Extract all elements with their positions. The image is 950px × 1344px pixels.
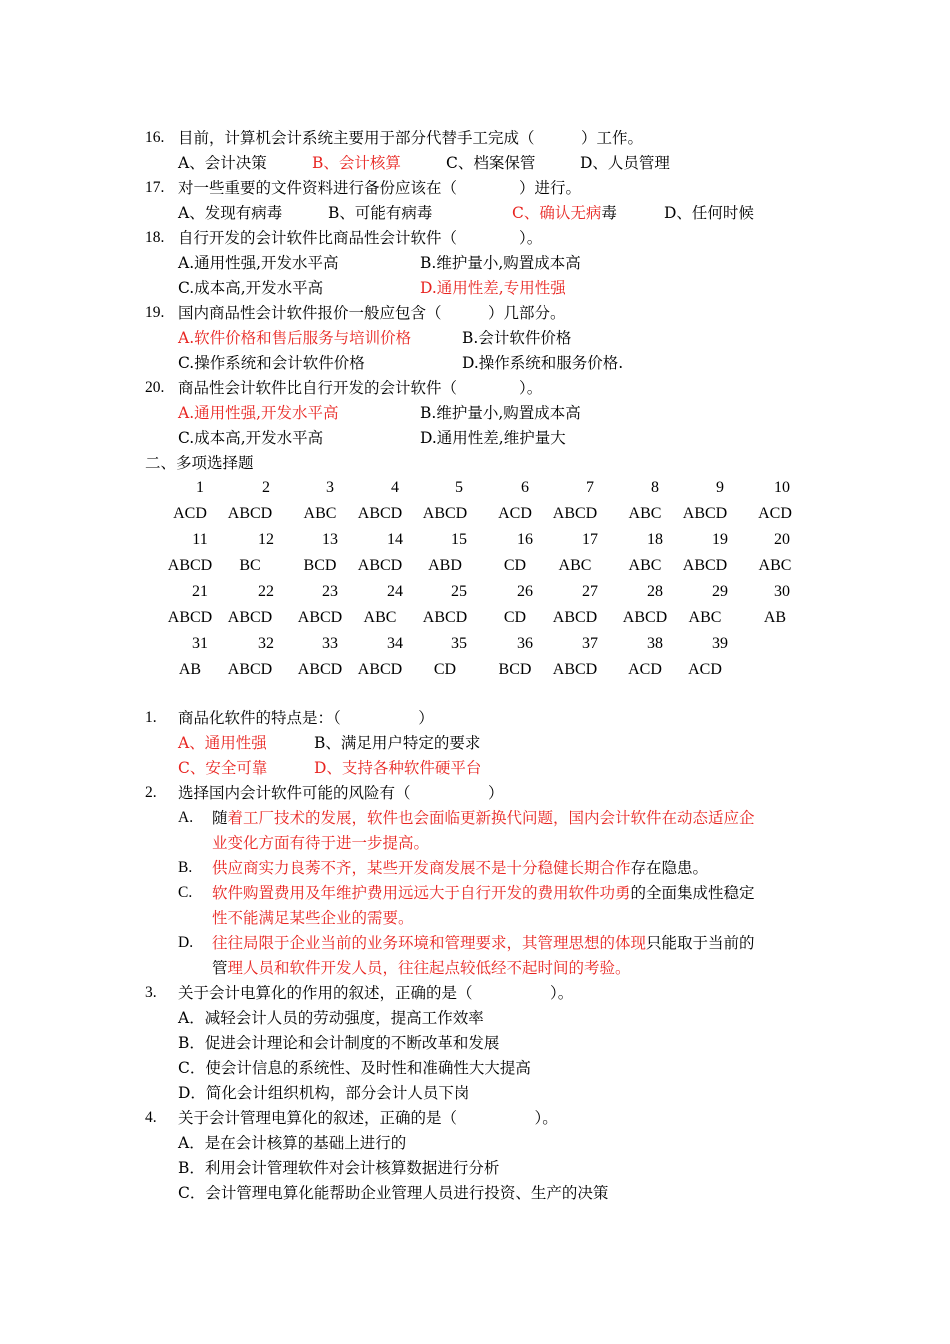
answer-grid-number: 19 <box>712 531 728 548</box>
answer-grid-answer: ABCD <box>682 505 728 522</box>
answer-grid-number: 7 <box>586 479 594 496</box>
answer-grid-answer: ABCD <box>622 609 668 626</box>
option: B.会计软件价格 <box>462 329 572 347</box>
option-text <box>212 808 755 828</box>
option-text-red: 供应商实力良莠不齐，某些开发商发展不是十分稳健长期合作 <box>212 859 631 877</box>
option-text <box>212 958 631 978</box>
option: D.操作系统和服务价格. <box>462 354 624 372</box>
answer-grid-answer: ABCD <box>357 661 403 678</box>
answer-grid-number: 3 <box>326 479 334 496</box>
option: C.成本高,开发水平高 <box>178 429 324 447</box>
answer-grid-number: 35 <box>451 635 467 652</box>
option: A、发现有病毒 <box>178 204 283 222</box>
answer-grid-number: 13 <box>322 531 338 548</box>
option-text-black: 存在隐患。 <box>630 859 709 877</box>
answer-grid-answer: ABC <box>688 609 722 626</box>
answer-grid-number: 8 <box>651 479 659 496</box>
option-correct: A.通用性强,开发水平高 <box>178 404 339 422</box>
option: A．减轻会计人员的劳动强度，提高工作效率 <box>178 1009 484 1027</box>
section-title: 二、多项选择题 <box>145 454 254 472</box>
answer-grid-answer: ABC <box>628 557 662 574</box>
answer-grid-number: 24 <box>387 583 403 600</box>
option-label: C. <box>178 884 193 901</box>
answer-grid-answer: ABC <box>558 557 592 574</box>
answer-grid-number: 39 <box>712 635 728 652</box>
answer-grid-number: 31 <box>192 635 208 652</box>
answer-grid-answer: ABCD <box>297 661 343 678</box>
answer-grid-answer: BCD <box>498 661 532 678</box>
answer-grid-number: 37 <box>582 635 598 652</box>
option: C、档案保管 <box>446 154 536 172</box>
option: C．使会计信息的系统性、及时性和准确性大大提高 <box>178 1059 531 1077</box>
option: B、满足用户特定的要求 <box>314 734 481 752</box>
answer-grid-answer: ACD <box>173 505 207 522</box>
question-stem: 关于会计电算化的作用的叙述，正确的是（ ）。 <box>178 984 574 1002</box>
answer-grid-number: 27 <box>582 583 598 600</box>
answer-grid-answer: ABCD <box>297 609 343 626</box>
answer-grid-answer: ACD <box>758 505 792 522</box>
answer-grid-number: 5 <box>455 479 463 496</box>
question-stem: 关于会计管理电算化的叙述，正确的是（ ）。 <box>178 1109 558 1127</box>
option-text-black: 只能取于当前的 <box>646 934 755 952</box>
option: B.维护量小,购置成本高 <box>420 404 581 422</box>
answer-grid-number: 18 <box>647 531 663 548</box>
answer-grid-answer: ACD <box>628 661 662 678</box>
answer-grid-answer: CD <box>433 661 457 678</box>
option-correct-text: C、确认无病 <box>512 204 602 222</box>
answer-grid-answer: ACD <box>688 661 722 678</box>
question-number: 3. <box>145 984 157 1001</box>
question-stem: 商品化软件的特点是：（ ） <box>178 709 434 727</box>
answer-grid-number: 15 <box>451 531 467 548</box>
answer-grid-answer: ABCD <box>552 505 598 522</box>
answer-grid-answer: ABCD <box>167 609 213 626</box>
question-number: 4. <box>145 1109 157 1126</box>
answer-grid-answer: ABCD <box>357 557 403 574</box>
answer-grid-answer: ABCD <box>227 505 273 522</box>
answer-grid-number: 25 <box>451 583 467 600</box>
answer-grid-answer: ABCD <box>552 661 598 678</box>
option-correct: D.通用性差,专用性强 <box>420 279 566 297</box>
answer-grid-number: 14 <box>387 531 403 548</box>
answer-grid-number: 11 <box>192 531 208 548</box>
option-text-red: 软件购置费用及年维护费用远远大于自行开发的费用软件功勇 <box>212 884 631 902</box>
question-number: 2. <box>145 784 157 801</box>
option: D、任何时候 <box>664 204 754 222</box>
question-number: 20. <box>145 379 165 396</box>
answer-grid-number: 12 <box>258 531 274 548</box>
answer-grid-answer: ABC <box>363 609 397 626</box>
option: A、会计决策 <box>178 154 267 172</box>
option-text-black: 管 <box>212 959 228 977</box>
answer-grid-answer: CD <box>503 557 527 574</box>
option-text <box>212 933 755 953</box>
question-number: 17. <box>145 179 165 196</box>
question-number: 16. <box>145 129 165 146</box>
answer-grid-number: 36 <box>517 635 533 652</box>
option-tail-text: 毒 <box>601 204 617 222</box>
option: B．促进会计理论和会计制度的不断改革和发展 <box>178 1034 500 1052</box>
option-correct: A、通用性强 <box>178 734 267 752</box>
answer-grid-answer: ABCD <box>227 661 273 678</box>
option-text-red: 理人员和软件开发人员，往往起点较低经不起时间的考验。 <box>227 959 631 977</box>
option-correct: D、支持各种软件硬平台 <box>314 759 482 777</box>
answer-grid-answer: AB <box>763 609 787 626</box>
answer-grid-answer: ABCD <box>167 557 213 574</box>
option-label: A. <box>178 809 194 826</box>
answer-grid-answer: ABD <box>428 557 462 574</box>
question-number: 18. <box>145 229 165 246</box>
answer-grid-number: 38 <box>647 635 663 652</box>
answer-grid-answer: ABC <box>758 557 792 574</box>
answer-grid-number: 23 <box>322 583 338 600</box>
answer-grid-answer: CD <box>503 609 527 626</box>
answer-grid-answer: ABC <box>303 505 337 522</box>
answer-grid-number: 4 <box>391 479 399 496</box>
option: A．是在会计核算的基础上进行的 <box>178 1134 407 1152</box>
option: B、可能有病毒 <box>328 204 433 222</box>
answer-grid-number: 17 <box>582 531 598 548</box>
option: C．会计管理电算化能帮助企业管理人员进行投资、生产的决策 <box>178 1184 609 1202</box>
option-text <box>212 858 708 878</box>
option-text-red: 性不能满足某些企业的需要。 <box>212 909 414 927</box>
option-text-black: 的全面集成性稳定 <box>630 884 755 902</box>
option-text <box>212 883 755 903</box>
option-label: D. <box>178 934 194 951</box>
option: B．利用会计管理软件对会计核算数据进行分析 <box>178 1159 500 1177</box>
option: D.通用性差,维护量大 <box>420 429 566 447</box>
answer-grid-answer: ABC <box>628 505 662 522</box>
option-text-red: 着工厂技术的发展，软件也会面临更新换代问题，国内会计软件在动态适应企 <box>227 809 755 827</box>
answer-grid-answer: ABCD <box>422 609 468 626</box>
option-text-black: 随 <box>212 809 228 827</box>
answer-grid-number: 6 <box>521 479 529 496</box>
answer-grid-number: 10 <box>774 479 790 496</box>
question-stem: 目前，计算机会计系统主要用于部分代替手工完成（ ）工作。 <box>178 129 644 147</box>
question-stem: 选择国内会计软件可能的风险有（ ） <box>178 784 504 802</box>
answer-grid-number: 1 <box>196 479 204 496</box>
answer-grid-number: 30 <box>774 583 790 600</box>
answer-grid-number: 9 <box>716 479 724 496</box>
answer-grid-number: 28 <box>647 583 663 600</box>
answer-grid-answer: ABCD <box>422 505 468 522</box>
option: D．简化会计组织机构，部分会计人员下岗 <box>178 1084 470 1102</box>
option-label: B. <box>178 859 193 876</box>
question-number: 1. <box>145 709 157 726</box>
answer-grid-number: 32 <box>258 635 274 652</box>
answer-grid-answer: ACD <box>498 505 532 522</box>
option-correct: B、会计核算 <box>312 154 401 172</box>
answer-grid-answer: ABCD <box>682 557 728 574</box>
answer-grid-answer: ABCD <box>552 609 598 626</box>
answer-grid-number: 16 <box>517 531 533 548</box>
option: C.成本高,开发水平高 <box>178 279 324 297</box>
question-stem: 国内商品性会计软件报价一般应包含（ ）几部分。 <box>178 304 566 322</box>
answer-grid-number: 29 <box>712 583 728 600</box>
option: A.通用性强,开发水平高 <box>178 254 339 272</box>
question-stem: 对一些重要的文件资料进行备份应该在（ ）进行。 <box>178 179 582 197</box>
question-stem: 自行开发的会计软件比商品性会计软件（ ）。 <box>178 229 543 247</box>
answer-grid-number: 20 <box>774 531 790 548</box>
answer-grid-answer: BCD <box>303 557 337 574</box>
answer-grid-number: 22 <box>258 583 274 600</box>
option-correct <box>512 203 617 223</box>
option: B.维护量小,购置成本高 <box>420 254 581 272</box>
answer-grid-answer: BC <box>239 557 261 574</box>
question-stem: 商品性会计软件比自行开发的会计软件（ ）。 <box>178 379 543 397</box>
option-correct: C、安全可靠 <box>178 759 268 777</box>
answer-grid-number: 21 <box>192 583 208 600</box>
answer-grid-number: 26 <box>517 583 533 600</box>
option: D、人员管理 <box>580 154 670 172</box>
answer-grid-answer: ABCD <box>357 505 403 522</box>
answer-grid-number: 33 <box>322 635 338 652</box>
option-text-red: 往往局限于企业当前的业务环境和管理要求，其管理思想的体现 <box>212 934 647 952</box>
option-text-red: 业变化方面有待于进一步提高。 <box>212 834 430 852</box>
answer-grid-answer: AB <box>178 661 202 678</box>
option: C.操作系统和会计软件价格 <box>178 354 365 372</box>
answer-grid-number: 2 <box>262 479 270 496</box>
answer-grid-answer: ABCD <box>227 609 273 626</box>
option-correct: A.软件价格和售后服务与培训价格 <box>178 329 412 347</box>
question-number: 19. <box>145 304 165 321</box>
answer-grid-number: 34 <box>387 635 403 652</box>
